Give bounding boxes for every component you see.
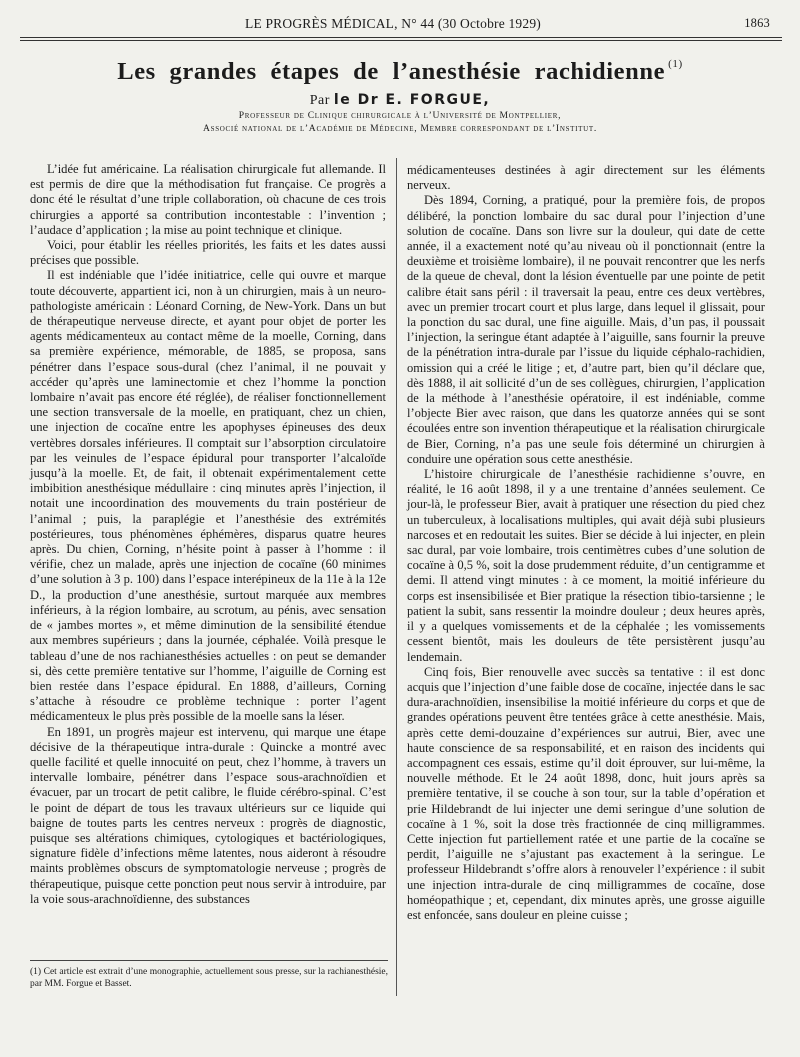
left-column (30, 162, 386, 907)
paragraph: Dès 1894, Corning, a pratiqué, pour la première fois, de propos délibéré, la ponction lombaire du sac dural pour l’injection d’une solution de cocaïne. Dans son livre sur la douleur, qui date de cette année, il a exactement noté qu’au niveau où il ponctionnait (entre la deuxième et troisième lombaire), il ne pouvait rencontrer que les nerfs de la queue de cheval, dont la lésion éventuelle par une pointe de petit calibre était sans péril : il traversait la peau, entre ces deux vertèbres, avec un premier trocart court et plus large, dans lequel il glissait, pour la ponction du sac dural, une fine aiguille. Mais, d’un pas, il poussait l’injection, la seringue étant adaptée à l’aiguille, sans fournir la preuve de la pénétration intra-durale par l’issue du liquide céphalo-rachidien, omission qui a créé le litige ; et, d’autre part, bien qu’il déclare que, dès 1888, il ait sollicité d’un de ses collègues, chirurgien, l’application de la méthode à l’anesthésie opératoire, il est indéniable, comme l’objecte Bier avec raison, que dans les quatorze années qui se sont écoulées entre son invention thérapeutique et la réalisation chirurgicale de Bier, Corning, n’a pas une seule fois déterminé un chirurgien à conduire une opération sous cette anesthésie. (407, 193, 765, 466)
paragraph: Il est indéniable que l’idée initiatrice, celle qui ouvre et marque toute découverte, appartient ici, non à un chirurgien, mais à un neuro-pathologiste américain : Léonard Corning, de New-York. Dans un but de thérapeutique nerveuse directe, et ayant pour objet de porter les agents médicamenteux au contact même de la moelle, Corning, dans sa première expérience, mémorable, de 1885, se proposa, sans pénétrer dans l’espace sous-dural (chez l’animal, il ne pouvait y accéder qu’après une laminectomie et chez l’homme la ponction lombaire n’avait pas encore été réglée), de réaliser fonctionnellement une section transversale de la moelle, en pratiquant, chez un chien, une injection de cocaïne entre les apophyses épineuses des deux vertèbres dorsales inférieures. Il comptait sur l’absorption circulatoire par les veinules de l’espace épidural pour transporter l’alcaloïde jusqu’à la moelle. Et, de fait, il obtenait expérimentalement cette imbibition anesthésique médullaire : cinq minutes après l’injection, il notait une incoordination des mouvements du train postérieur de l’animal ; puis, la paraplégie et l’anesthésie des extrémités postérieures, tous phénomènes éphémères, disparus quatre heures après. Du chien, Corning, n’hésite point à passer à l’homme : il vérifie, chez un malade, après une injection de cocaïne (60 minimes d’une solution à 3 p. 100) dans l’espace interépineux de la 11e à la 12e D., la production d’une anesthésie, surtout marquée aux membres inférieurs, à la région lombaire, au scrotum, au pénis, avec sensation de « jambes mortes », et même diminution de la sensibilité étendue aux membres supérieurs ; dans la journée, céphalée. Voilà presque le tableau d’une de nos rachianesthésies actuelles : on peut se demander si, dès cette première tentative sur l’homme, l’aiguille de Corning est bien restée dans l’espace épidural. En 1888, d’ailleurs, Corning s’attache à résoudre ce problème technique : porter l’agent médicamenteux le plus près possible de la moelle sans la léser. (30, 268, 386, 724)
affiliation-line-2: Associé national de l’Académie de Médecine, Membre correspondant de l’Institut. (202, 123, 597, 134)
paragraph: Voici, pour établir les réelles priorités, les faits et les dates aussi précises que possible. (30, 238, 386, 268)
footnote-rule (30, 960, 388, 961)
paragraph-continued: médicamenteuses destinées à agir directement sur les éléments nerveux. (407, 163, 765, 193)
title-footnote-marker: (1) (668, 58, 683, 70)
header-rule-bottom (20, 40, 782, 41)
author-name: le Dr E. FORGUE, (333, 92, 491, 108)
paragraph: L’histoire chirurgicale de l’anesthésie rachidienne s’ouvre, en réalité, le 16 août 1898, il y a une trentaine d’années seulement. Ce jour-là, le professeur Bier, avait à pratiquer une résection du pied chez un tuberculeux, à localisations multiples, qui avait déjà subi plusieurs narcoses et en redoutait les suites. Bier se décide à lui injecter, en plein sac dural, par voie lombaire, trois centimètres cubes d’une solution de cocaïne à 0,5 %, soit la dose prudemment réduite, d’un centigramme et demi. Il attend vingt minutes : à ce moment, la moitié inférieure du corps est insensibilisée et Bier pratique la résection tibio-tarsienne ; le patient la subit, sans ressentir la moindre douleur ; deux heures après, il y a quelques vomissements et de la céphalée ; les vomissements cessent bientôt, mais les douleurs de tête persistèrent jusqu’au lendemain. (407, 467, 765, 664)
journal-title: LE PROGRÈS MÉDICAL, N° 44 (30 Octobre 1929) (245, 16, 541, 31)
byline-prefix: Par (309, 93, 330, 108)
byline (0, 92, 800, 109)
paragraph: Cinq fois, Bier renouvelle avec succès sa tentative : il est donc acquis que l’injection d’une faible dose de cocaïne, injectée dans le sac dura-arachnoïdien, insensibilise la moitié inférieure du corps et que de grandes opérations peuvent être tentées grâce à cette anesthésie. Mais, après cette demi-douzaine d’expériences sur autrui, Bier, avec une haute conscience de sa responsabilité, et en raison des incidents qui accompagnent ces essais, estime qu’il doit éprouver, sur lui-même, la nouvelle méthode. Et le 24 août 1898, donc, huit jours après sa première tentative, il se couche à son tour, sur la table d’opération et prie Hildebrandt de lui injecter une demi seringue d’une solution de cocaïne à 1 %, soit la dose très fractionnée de cinq milligrammes. Cette injection fut partiellement ratée et une partie de la cocaïne se perdit, l’aiguille ne s’ajustant pas exactement à la seringue. Le professeur Hildebrandt s’offre alors à renouveler l’expérience : il subit une injection intra-durale de cinq milligrammes de cocaïne, dose homéopathique ; et, cependant, dix minutes après, une grosse aiguille est enfoncée, sans douleur en pleine cuisse ; (407, 664, 765, 922)
article-title (0, 58, 800, 86)
affiliation-line-1: Professeur de Clinique chirurgicale à l’Université de Montpellier, (238, 110, 562, 121)
footnote: (1) Cet article est extrait d’une monographie, actuellement sous presse, sur la rachianesthésie, par MM. Forgue et Basset. (30, 967, 388, 989)
running-header (20, 12, 780, 36)
page-number: 1863 (744, 16, 770, 30)
right-column (407, 163, 765, 923)
paragraph: En 1891, un progrès majeur est intervenu, qui marque une étape décisive de la thérapeutique intra-durale : Quincke a montré avec quelle facilité et quelle innocuité on peut, chez l’homme, à travers un intervalle lombaire, pénétrer dans l’espace sous-arachnoïdien et évacuer, par un trocart de petit calibre, le fluide cérébro-spinal. C’est le point de départ de tous les travaux ultérieurs sur ce liquide qui baigne de toutes parts les centres nerveux : progrès de diagnostic, puisque ses altérations chimiques, cytologiques et bactériologiques, signature fidèle d’infections même latentes, nous aideront à résoudre maints problèmes obscurs de symptomatologie nerveuse ; progrès de thérapeutique, puisque cette ponction peut nous servir à introduire, par la voie sous-arachnoïdienne, des substances (30, 724, 386, 906)
article-title-text: Les grandes étapes de l’anesthésie rachidienne (117, 58, 666, 85)
paragraph: L’idée fut américaine. La réalisation chirurgicale fut allemande. Il est permis de dire que la méthodisation fut française. Ce progrès a donc été le résultat d’une triple collaboration, où chacune de ces trois chirurgies a apporté sa contribution incontestable : l’invention ; l’audace d’application ; la mise au point technique et clinique. (30, 162, 386, 237)
header-rule-top (20, 37, 782, 38)
column-divider (396, 158, 397, 996)
